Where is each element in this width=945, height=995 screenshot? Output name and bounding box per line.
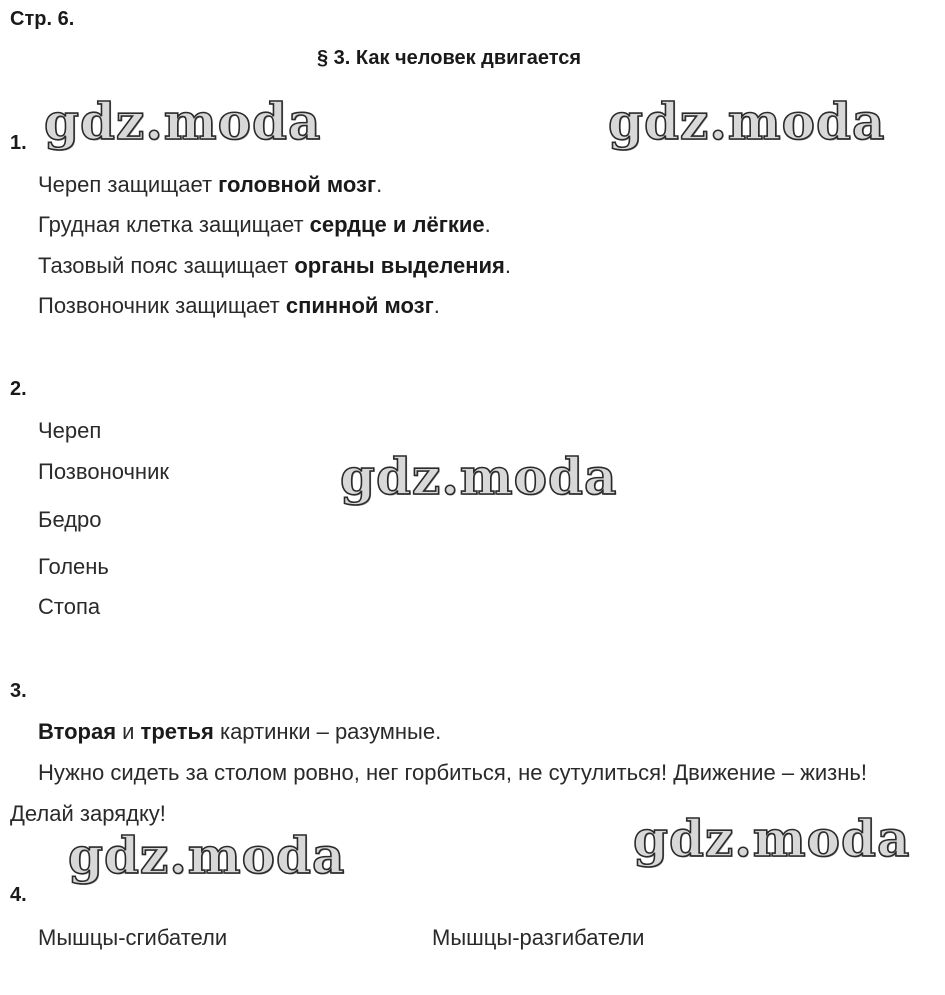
watermark-logo: gdz.moda [340, 447, 618, 506]
watermark-logo: gdz.moda [633, 809, 911, 868]
list-item: Стопа [38, 594, 101, 619]
list-item: Череп [38, 418, 102, 443]
page-number: Стр. 6. [10, 8, 75, 30]
task-4-number: 4. [10, 884, 27, 906]
task-1-line: Позвоночник защищает спинной мозг. [38, 293, 440, 318]
task-3-number: 3. [10, 680, 27, 702]
list-item: Бедро [38, 507, 102, 532]
task-1-line: Тазовый пояс защищает органы выделения. [38, 253, 512, 278]
task-2-number: 2. [10, 378, 27, 400]
task-1-line: Грудная клетка защищает сердце и лёгкие. [38, 212, 491, 237]
list-item: Позвоночник [38, 459, 169, 484]
task-1-line: Череп защищает головной мозг. [38, 172, 383, 197]
column-heading-extensors: Мышцы-разгибатели [432, 925, 645, 950]
watermark-logo: gdz.moda [608, 92, 886, 151]
task-3-line: Делай зарядку! [10, 801, 166, 826]
watermark-logo: gdz.moda [68, 826, 346, 885]
section-title: § 3. Как человек двигается [317, 47, 582, 69]
task-3-line: Вторая и третья картинки – разумные. [38, 719, 442, 744]
list-item: Голень [38, 554, 109, 579]
watermark-logo: gdz.moda [44, 92, 322, 151]
task-1-number: 1. [10, 132, 27, 154]
column-heading-flexors: Мышцы-сгибатели [38, 925, 228, 950]
task-3-line: Нужно сидеть за столом ровно, нег горбиться, не сутулиться! Движение – жизнь! [38, 760, 867, 785]
